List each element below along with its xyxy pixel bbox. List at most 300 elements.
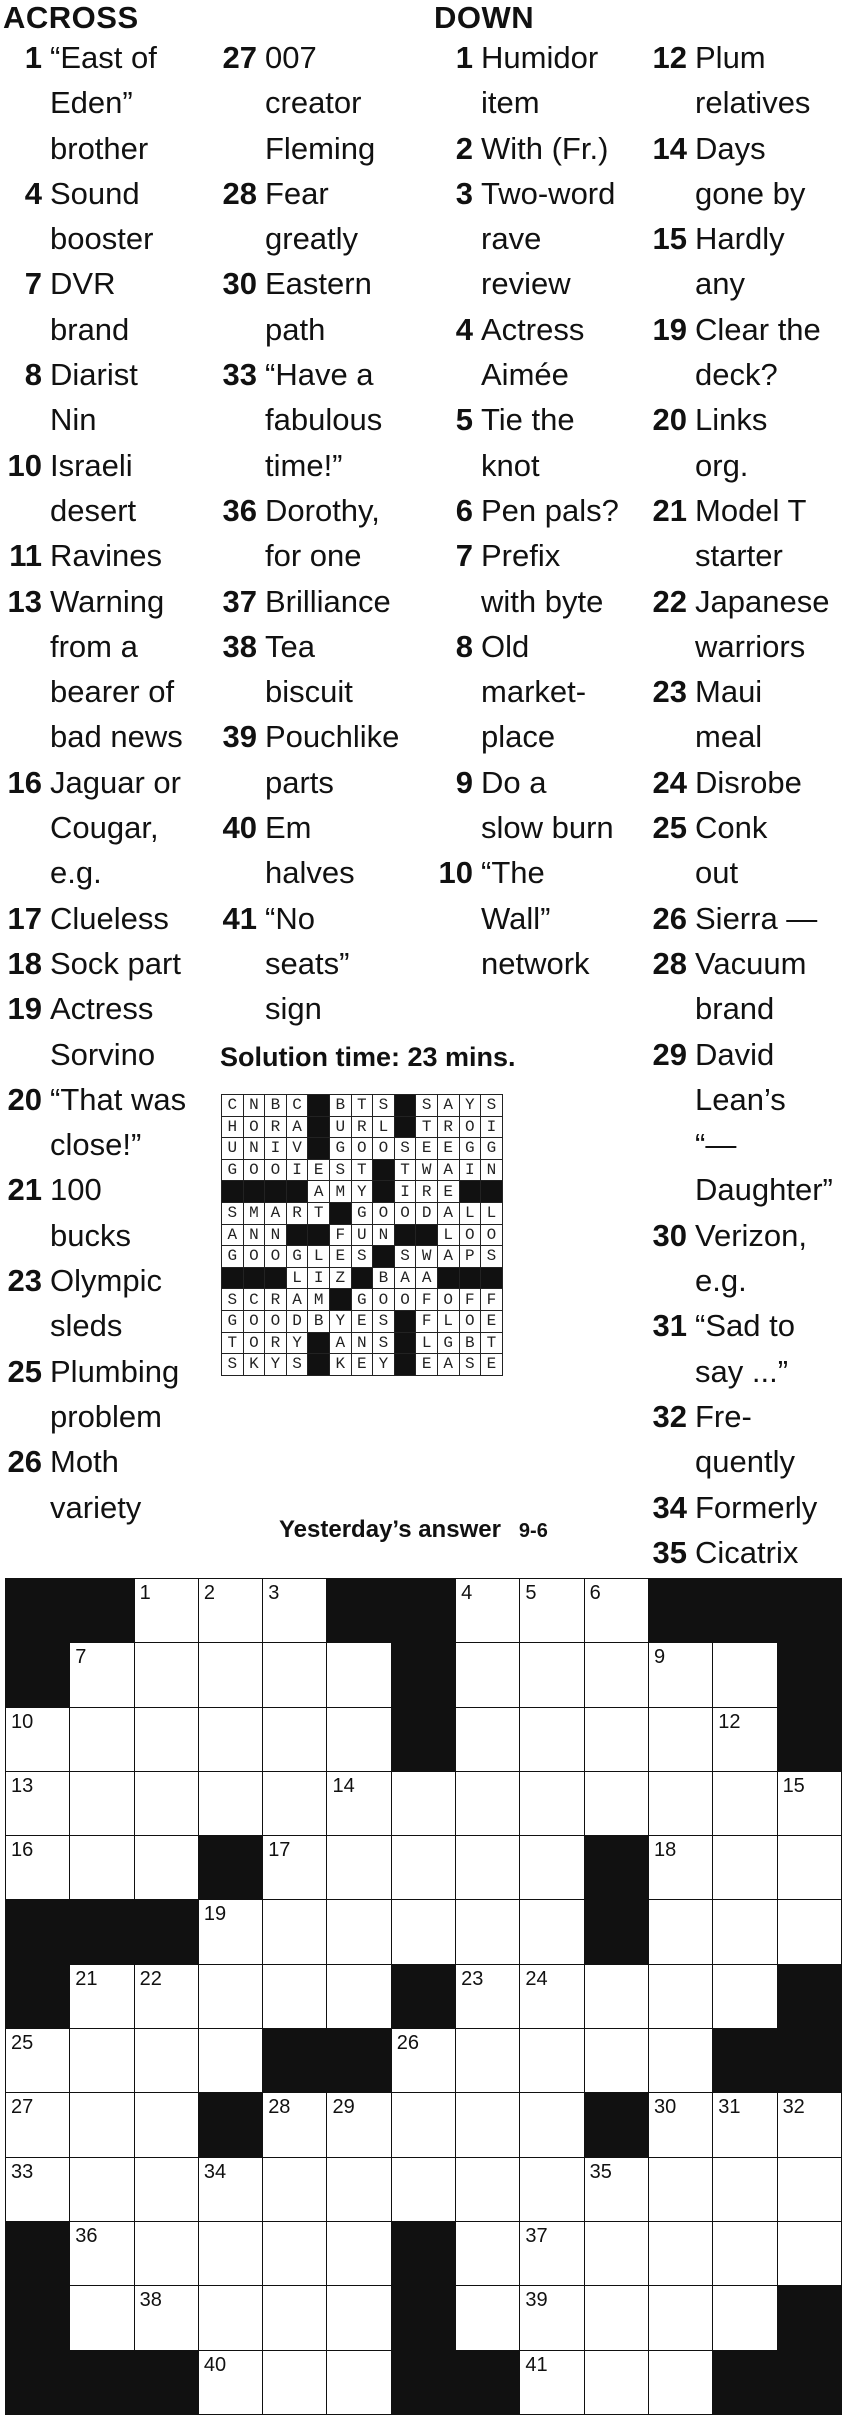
black-square <box>391 2221 455 2285</box>
answer-cell[interactable] <box>456 2157 520 2221</box>
mini-letter-cell: S <box>481 1246 503 1268</box>
answer-cell[interactable] <box>520 1964 584 2028</box>
answer-cell[interactable] <box>584 1643 648 1707</box>
answer-cell[interactable] <box>456 1579 520 1643</box>
clue-across-37 <box>215 579 430 624</box>
clue-text: 007 <box>265 40 317 75</box>
mini-black-square <box>351 1267 373 1289</box>
mini-black-square <box>308 1332 330 1354</box>
clue-number: 26 <box>652 900 687 936</box>
answer-cell[interactable] <box>198 1964 262 2028</box>
cell-number: 29 <box>332 2096 355 2119</box>
answer-cell[interactable] <box>713 2221 777 2285</box>
answer-cell[interactable] <box>327 2286 391 2350</box>
answer-cell[interactable] <box>198 2029 262 2093</box>
black-square <box>777 2286 841 2350</box>
cell-number: 21 <box>75 1967 98 1990</box>
mini-letter-cell: B <box>308 1310 330 1332</box>
answer-cell[interactable] <box>198 1771 262 1835</box>
answer-cell[interactable] <box>520 1900 584 1964</box>
answer-cell[interactable] <box>70 2221 134 2285</box>
answer-cell[interactable] <box>648 2093 712 2157</box>
clue-number: 41 <box>222 900 257 936</box>
mini-letter-cell: B <box>265 1095 287 1117</box>
clue-text: Vacuum <box>695 945 807 981</box>
clue-text: Dorothy, <box>265 492 380 528</box>
mini-letter-cell: A <box>222 1224 244 1246</box>
answer-cell[interactable] <box>198 2157 262 2221</box>
answer-cell[interactable] <box>391 2029 455 2093</box>
answer-cell[interactable] <box>584 2350 648 2414</box>
answer-cell[interactable] <box>456 1707 520 1771</box>
answer-cell[interactable] <box>198 2221 262 2285</box>
black-square <box>70 1579 134 1643</box>
clue-text: bucks <box>50 1217 131 1253</box>
mini-black-square <box>459 1267 481 1289</box>
answer-cell[interactable] <box>648 1771 712 1835</box>
mini-letter-cell: E <box>481 1310 503 1332</box>
answer-cell[interactable] <box>777 2093 841 2157</box>
clue-text: DVR <box>50 266 116 302</box>
answer-cell[interactable] <box>520 1771 584 1835</box>
mini-letter-cell: O <box>459 1224 481 1246</box>
answer-cell[interactable] <box>327 1964 391 2028</box>
cell-number: 7 <box>75 1646 87 1669</box>
answer-cell[interactable] <box>6 1707 70 1771</box>
clue-number: 25 <box>652 810 687 846</box>
mini-black-square <box>394 1310 416 1332</box>
black-square <box>713 1579 777 1643</box>
clue-text: David <box>695 1036 775 1072</box>
mini-letter-cell: G <box>286 1246 308 1268</box>
clue-text: Actress <box>481 311 585 347</box>
answer-cell[interactable] <box>456 1836 520 1900</box>
answer-cell[interactable] <box>134 2029 198 2093</box>
mini-letter-cell: A <box>437 1159 459 1181</box>
answer-cell[interactable] <box>584 2029 648 2093</box>
mini-letter-cell: L <box>308 1246 330 1268</box>
cell-number: 4 <box>461 1582 473 1604</box>
mini-letter-cell: R <box>265 1116 287 1138</box>
answer-cell[interactable] <box>70 1964 134 2028</box>
cell-number: 16 <box>11 1839 34 1862</box>
answer-cell[interactable] <box>198 2286 262 2350</box>
answer-cell[interactable] <box>648 1900 712 1964</box>
answer-cell[interactable] <box>777 1771 841 1835</box>
clue-number: 11 <box>9 538 42 574</box>
mini-letter-cell: S <box>416 1095 438 1117</box>
answer-cell[interactable] <box>327 1643 391 1707</box>
clue-text: for one <box>265 538 362 574</box>
answer-cell[interactable] <box>520 2286 584 2350</box>
mini-letter-cell: E <box>437 1181 459 1203</box>
answer-cell[interactable] <box>777 1900 841 1964</box>
answer-cell[interactable] <box>134 1964 198 2028</box>
mini-letter-cell: L <box>437 1224 459 1246</box>
clue-down-20 <box>645 397 847 488</box>
answer-cell[interactable] <box>6 2157 70 2221</box>
answer-cell[interactable] <box>6 2029 70 2093</box>
answer-cell[interactable] <box>198 2350 262 2414</box>
clue-across-4 <box>0 171 215 262</box>
cell-number: 32 <box>782 2096 805 2119</box>
mini-letter-cell: B <box>459 1332 481 1354</box>
across-heading: ACROSS <box>3 0 139 35</box>
answer-cell[interactable] <box>520 2350 584 2414</box>
clue-text: starter <box>695 538 783 574</box>
answer-cell[interactable] <box>520 2221 584 2285</box>
answer-cell[interactable] <box>327 2350 391 2414</box>
mini-letter-cell: T <box>481 1332 503 1354</box>
answer-cell[interactable] <box>263 2093 327 2157</box>
black-square <box>648 1579 712 1643</box>
answer-cell[interactable] <box>6 1771 70 1835</box>
answer-cell[interactable] <box>134 2221 198 2285</box>
cell-number: 24 <box>525 1967 548 1990</box>
answer-cell[interactable] <box>134 1579 198 1643</box>
answer-cell[interactable] <box>520 1579 584 1643</box>
mini-letter-cell: T <box>416 1116 438 1138</box>
answer-cell[interactable] <box>777 2221 841 2285</box>
answer-cell[interactable] <box>70 1771 134 1835</box>
answer-cell[interactable] <box>456 2029 520 2093</box>
clue-number: 36 <box>222 492 257 528</box>
answer-cell[interactable] <box>648 2029 712 2093</box>
answer-cell[interactable] <box>263 1836 327 1900</box>
clue-text: org. <box>695 447 749 483</box>
answer-cell[interactable] <box>648 2157 712 2221</box>
clue-across-36 <box>215 488 430 579</box>
clue-across-11 <box>0 533 215 578</box>
answer-cell[interactable] <box>713 2157 777 2221</box>
black-square <box>391 1643 455 1707</box>
mini-letter-cell: Y <box>373 1354 395 1376</box>
answer-cell[interactable] <box>263 1771 327 1835</box>
answer-cell[interactable] <box>520 2157 584 2221</box>
solution-time: Solution time: 23 mins. <box>220 1042 516 1072</box>
mini-letter-cell: F <box>329 1224 351 1246</box>
mini-letter-cell: A <box>329 1332 351 1354</box>
mini-black-square <box>243 1181 265 1203</box>
clue-text: relatives <box>695 85 811 121</box>
mini-black-square <box>394 1332 416 1354</box>
answer-cell[interactable] <box>198 1900 262 1964</box>
answer-cell[interactable] <box>263 2221 327 2285</box>
cell-number: 5 <box>525 1582 537 1604</box>
answer-cell[interactable] <box>198 1643 262 1707</box>
clue-text: Israeli <box>50 447 133 483</box>
mini-letter-cell: O <box>373 1138 395 1160</box>
clue-text: gone by <box>695 175 806 211</box>
cell-number: 41 <box>525 2353 548 2376</box>
answer-cell[interactable] <box>520 2029 584 2093</box>
answer-cell[interactable] <box>70 1643 134 1707</box>
answer-cell[interactable] <box>327 1900 391 1964</box>
answer-cell[interactable] <box>713 1707 777 1771</box>
answer-cell[interactable] <box>520 1643 584 1707</box>
clue-text: variety <box>50 1489 142 1525</box>
clue-text: Pouchlike <box>265 719 400 755</box>
mini-letter-cell: F <box>481 1289 503 1311</box>
clue-text: slow burn <box>481 810 614 846</box>
answer-cell[interactable] <box>584 2286 648 2350</box>
clue-text: Formerly <box>695 1489 818 1525</box>
answer-cell[interactable] <box>391 1900 455 1964</box>
answer-cell[interactable] <box>70 2093 134 2157</box>
clue-text: time!” <box>265 447 343 483</box>
clue-text: Conk <box>695 810 768 846</box>
mini-black-square <box>329 1289 351 1311</box>
clue-number: 23 <box>7 1263 42 1299</box>
clue-across-10 <box>0 443 215 534</box>
answer-cell[interactable] <box>584 2157 648 2221</box>
clue-number: 7 <box>455 538 473 574</box>
answer-cell[interactable] <box>648 1707 712 1771</box>
clue-number: 1 <box>24 40 42 75</box>
clue-number: 3 <box>455 175 473 211</box>
cell-number: 15 <box>782 1774 805 1797</box>
answer-cell[interactable] <box>584 1707 648 1771</box>
answer-cell[interactable] <box>391 2093 455 2157</box>
clue-text: Wall” <box>481 900 551 936</box>
clue-across-33 <box>215 352 430 488</box>
clue-text: Sound <box>50 175 140 211</box>
mini-letter-cell: R <box>286 1202 308 1224</box>
black-square <box>391 2286 455 2350</box>
clue-number: 26 <box>7 1444 42 1480</box>
answer-cell[interactable] <box>134 2157 198 2221</box>
black-square <box>713 2029 777 2093</box>
mini-letter-cell: A <box>416 1267 438 1289</box>
answer-cell[interactable] <box>134 1836 198 1900</box>
mini-letter-cell: R <box>351 1116 373 1138</box>
answer-cell[interactable] <box>713 2286 777 2350</box>
clue-text: Hardly <box>695 221 785 257</box>
mini-letter-cell: L <box>416 1332 438 1354</box>
answer-cell[interactable] <box>391 2157 455 2221</box>
mini-letter-cell: S <box>481 1095 503 1117</box>
answer-cell[interactable] <box>456 1900 520 1964</box>
clue-text: Clueless <box>50 900 169 936</box>
cell-number: 18 <box>653 1839 677 1862</box>
answer-cell[interactable] <box>520 1707 584 1771</box>
answer-cell[interactable] <box>648 1836 712 1900</box>
answer-cell[interactable] <box>584 1964 648 2028</box>
answer-cell[interactable] <box>391 1771 455 1835</box>
answer-cell[interactable] <box>327 2221 391 2285</box>
mini-black-square <box>286 1224 308 1246</box>
mini-letter-cell: F <box>416 1310 438 1332</box>
answer-cell[interactable] <box>584 2221 648 2285</box>
answer-cell[interactable] <box>456 1964 520 2028</box>
mini-black-square <box>394 1116 416 1138</box>
answer-cell[interactable] <box>713 1836 777 1900</box>
answer-cell[interactable] <box>648 1964 712 2028</box>
mini-black-square <box>222 1267 244 1289</box>
answer-cell[interactable] <box>456 1643 520 1707</box>
mini-letter-cell: G <box>351 1202 373 1224</box>
clue-down-12 <box>645 35 847 126</box>
answer-cell[interactable] <box>263 1579 327 1643</box>
answer-cell[interactable] <box>584 1771 648 1835</box>
answer-cell[interactable] <box>134 1771 198 1835</box>
mini-letter-cell: L <box>437 1310 459 1332</box>
answer-cell[interactable] <box>70 1836 134 1900</box>
mini-black-square <box>459 1181 481 1203</box>
clue-text: bearer of <box>50 674 175 710</box>
mini-black-square <box>243 1267 265 1289</box>
answer-cell[interactable] <box>456 2221 520 2285</box>
answer-cell[interactable] <box>70 1707 134 1771</box>
answer-cell[interactable] <box>327 2093 391 2157</box>
mini-letter-cell: R <box>437 1116 459 1138</box>
answer-cell[interactable] <box>6 2093 70 2157</box>
clue-down-7 <box>431 533 641 624</box>
clue-number: 37 <box>222 583 257 619</box>
answer-cell[interactable] <box>648 2286 712 2350</box>
answer-cell[interactable] <box>777 2157 841 2221</box>
answer-cell[interactable] <box>263 2157 327 2221</box>
answer-cell[interactable] <box>198 1579 262 1643</box>
answer-cell[interactable] <box>520 2093 584 2157</box>
answer-cell[interactable] <box>648 2350 712 2414</box>
mini-letter-cell: A <box>437 1246 459 1268</box>
clue-down-28 <box>645 941 847 1032</box>
black-square <box>777 1643 841 1707</box>
answer-cell[interactable] <box>327 1771 391 1835</box>
answer-cell[interactable] <box>648 2221 712 2285</box>
mini-letter-cell: O <box>265 1246 287 1268</box>
mini-letter-cell: I <box>481 1116 503 1138</box>
answer-cell[interactable] <box>263 1900 327 1964</box>
mini-letter-cell: C <box>222 1095 244 1117</box>
mini-letter-cell: O <box>265 1159 287 1181</box>
answer-cell[interactable] <box>70 2029 134 2093</box>
clue-text: Tea <box>265 628 315 664</box>
black-square <box>584 1900 648 1964</box>
clue-text: seats” <box>265 945 350 981</box>
answer-cell[interactable] <box>327 1836 391 1900</box>
black-square <box>134 1900 198 1964</box>
answer-cell[interactable] <box>713 1964 777 2028</box>
clue-text: Sierra — <box>695 900 818 936</box>
mini-letter-cell: S <box>394 1246 416 1268</box>
clue-text: halves <box>265 855 355 891</box>
answer-cell[interactable] <box>456 1771 520 1835</box>
clue-number: 30 <box>222 266 257 302</box>
yesterday-label: Yesterday’s answer <box>279 1516 501 1543</box>
answer-cell[interactable] <box>134 2093 198 2157</box>
mini-black-square <box>373 1181 395 1203</box>
black-square <box>263 2029 327 2093</box>
mini-letter-cell: I <box>265 1138 287 1160</box>
mini-letter-cell: N <box>373 1224 395 1246</box>
answer-cell[interactable] <box>327 2157 391 2221</box>
clue-down-2 <box>431 126 641 171</box>
clue-text: item <box>481 85 540 121</box>
answer-cell[interactable] <box>777 1836 841 1900</box>
answer-cell[interactable] <box>6 1836 70 1900</box>
clue-down-19 <box>645 307 847 398</box>
mini-letter-cell: D <box>416 1202 438 1224</box>
answer-cell[interactable] <box>520 1836 584 1900</box>
clue-text: Actress <box>50 991 154 1027</box>
answer-cell[interactable] <box>263 1707 327 1771</box>
black-square <box>6 1643 70 1707</box>
clue-down-21 <box>645 488 847 579</box>
mini-black-square <box>308 1224 330 1246</box>
answer-cell[interactable] <box>713 2093 777 2157</box>
mini-letter-cell: Y <box>286 1332 308 1354</box>
cell-number: 17 <box>268 1839 291 1862</box>
answer-cell[interactable] <box>456 2286 520 2350</box>
clue-number: 4 <box>455 311 473 347</box>
down-column-2 <box>645 0 847 1575</box>
clue-down-3 <box>431 171 641 307</box>
answer-cell[interactable] <box>713 1643 777 1707</box>
answer-cell[interactable] <box>584 1579 648 1643</box>
clue-text: Plumbing <box>50 1353 180 1389</box>
black-square <box>713 2350 777 2414</box>
mini-letter-cell: O <box>243 1310 265 1332</box>
answer-cell[interactable] <box>456 2093 520 2157</box>
answer-cell[interactable] <box>713 1771 777 1835</box>
clue-down-25 <box>645 805 847 896</box>
answer-cell[interactable] <box>134 1643 198 1707</box>
mini-letter-cell: A <box>286 1289 308 1311</box>
answer-cell[interactable] <box>327 1707 391 1771</box>
clue-number: 22 <box>652 583 687 619</box>
answer-cell[interactable] <box>198 1707 262 1771</box>
clue-across-7 <box>0 261 215 352</box>
answer-cell[interactable] <box>263 1964 327 2028</box>
answer-cell[interactable] <box>70 2157 134 2221</box>
answer-cell[interactable] <box>263 2350 327 2414</box>
cell-number: 34 <box>203 2160 227 2183</box>
clue-number: 13 <box>7 583 42 619</box>
mini-letter-cell: O <box>373 1289 395 1311</box>
mini-letter-cell: U <box>329 1116 351 1138</box>
mini-letter-cell: M <box>308 1289 330 1311</box>
clue-number: 8 <box>455 628 473 664</box>
clue-text: Cicatrix <box>695 1534 799 1570</box>
answer-cell[interactable] <box>713 1900 777 1964</box>
answer-cell[interactable] <box>263 1643 327 1707</box>
answer-cell[interactable] <box>391 1836 455 1900</box>
clue-text: Tie the <box>481 402 575 438</box>
clue-text: sleds <box>50 1308 123 1344</box>
clue-number: 2 <box>455 130 473 166</box>
clue-across-40 <box>215 805 430 896</box>
mini-letter-cell: L <box>286 1267 308 1289</box>
mini-letter-cell: Y <box>459 1095 481 1117</box>
answer-cell[interactable] <box>134 2286 198 2350</box>
mini-letter-cell: B <box>373 1267 395 1289</box>
clue-text: meal <box>695 719 763 755</box>
answer-cell[interactable] <box>70 2286 134 2350</box>
clue-down-8 <box>431 624 641 760</box>
clue-text: fabulous <box>265 402 383 438</box>
answer-cell[interactable] <box>263 2286 327 2350</box>
clue-number: 7 <box>24 266 42 302</box>
answer-cell[interactable] <box>648 1643 712 1707</box>
clue-text: Prefix <box>481 538 561 574</box>
clue-across-28 <box>215 171 430 262</box>
cell-number: 9 <box>653 1646 666 1669</box>
answer-cell[interactable] <box>134 1707 198 1771</box>
clue-across-39 <box>215 714 430 805</box>
clue-number: 10 <box>438 855 473 891</box>
